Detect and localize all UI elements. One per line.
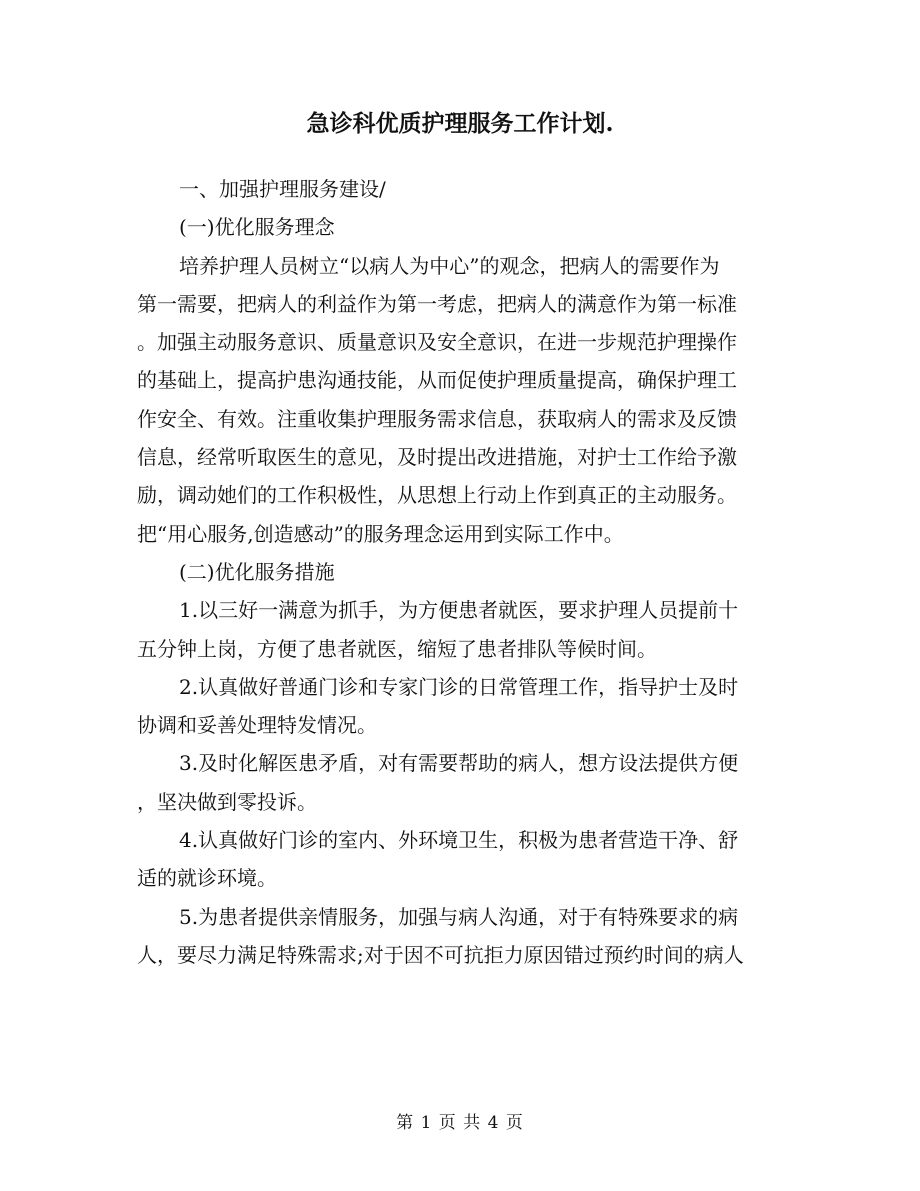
list-item-line: 适的就诊环境。 [137, 866, 277, 891]
paragraph-line: 。加强主动服务意识、质量意识及安全意识，在进一步规范护理操作 [137, 330, 737, 355]
paragraph-line: 第一需要，把病人的利益作为第一考虑，把病人的满意作为第一标准 [137, 291, 737, 316]
list-item-line: 5.为患者提供亲情服务，加强与病人沟通，对于有特殊要求的病 [179, 904, 739, 929]
paragraph-line: 作安全、有效。注重收集护理服务需求信息，获取病人的需求及反馈 [137, 406, 737, 431]
list-item-line: 1.以三好一满意为抓手，为方便患者就医，要求护理人员提前十 [179, 598, 739, 623]
document-body [137, 170, 785, 974]
page-footer: 第 1 页 共 4 页 [396, 1113, 524, 1133]
paragraph-line: 把“用心服务,创造感动”的服务理念运用到实际工作中。 [137, 521, 624, 546]
paragraph-line: 信息，经常听取医生的意见，及时提出改进措施，对护士工作给予激 [137, 445, 737, 470]
list-item-line: 人，要尽力满足特殊需求;对于因不可抗拒力原因错过预约时间的病人 [137, 942, 744, 967]
list-item-line: 3.及时化解医患矛盾，对有需要帮助的病人，想方设法提供方便 [179, 751, 739, 776]
list-item-line: ，坚决做到零投诉。 [137, 789, 317, 814]
list-item-line: 4.认真做好门诊的室内、外环境卫生，积极为患者营造干净、舒 [179, 828, 739, 853]
paragraph-line: 的基础上，提高护患沟通技能，从而促使护理质量提高，确保护理工 [137, 368, 737, 393]
paragraph-line: 培养护理人员树立“以病人为中心”的观念，把病人的需要作为 [179, 253, 720, 278]
paragraph-line: 励，调动她们的工作积极性，从思想上行动上作到真正的主动服务。 [137, 483, 737, 508]
list-item-line: 协调和妥善处理特发情况。 [137, 713, 377, 738]
section-heading: 一、加强护理服务建设/ [179, 177, 386, 201]
subsection-heading: (二)优化服务措施 [179, 559, 335, 584]
list-item-line: 五分钟上岗，方便了患者就医，缩短了患者排队等候时间。 [137, 636, 657, 661]
subsection-heading: (一)优化服务理念 [179, 215, 335, 240]
document-title: 急诊科优质护理服务工作计划. [306, 110, 614, 137]
list-item-line: 2.认真做好普通门诊和专家门诊的日常管理工作，指导护士及时 [179, 674, 739, 699]
